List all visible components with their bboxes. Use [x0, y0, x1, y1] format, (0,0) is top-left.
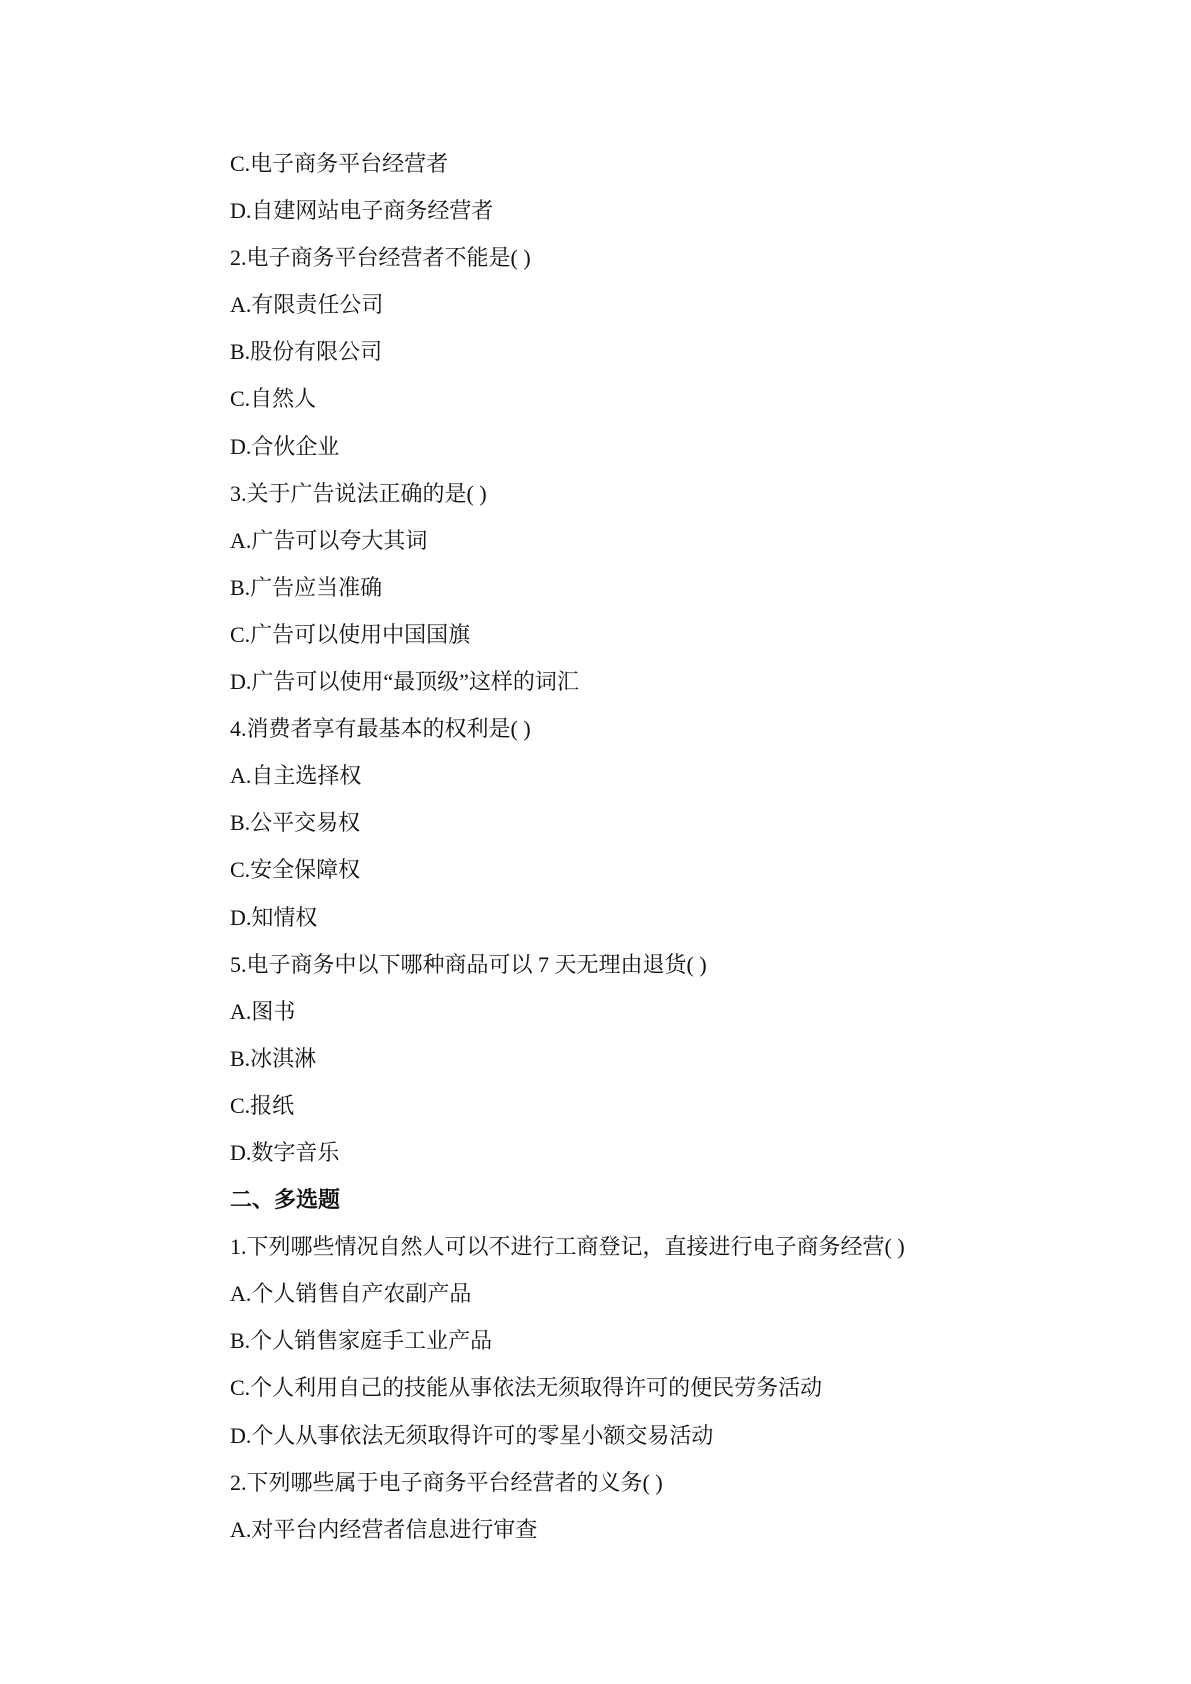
option-line: A.自主选择权	[230, 763, 362, 789]
option-line: C.个人利用自己的技能从事依法无须取得许可的便民劳务活动	[230, 1375, 823, 1401]
option-line: C.自然人	[230, 386, 317, 412]
option-line: A.广告可以夸大其词	[230, 527, 428, 553]
option-line: D.广告可以使用“最顶级”这样的词汇	[230, 669, 579, 695]
option-line: C.电子商务平台经营者	[230, 151, 449, 176]
option-line: D.合伙企业	[230, 433, 340, 459]
option-line: C.报纸	[230, 1092, 295, 1118]
option-line: B.股份有限公司	[230, 339, 383, 365]
question-line: 4.消费者享有最基本的权利是( )	[230, 716, 531, 742]
option-line: B.个人销售家庭手工业产品	[230, 1328, 493, 1354]
option-line: C.广告可以使用中国国旗	[230, 621, 471, 647]
option-line: D.自建网站电子商务经营者	[230, 198, 494, 224]
option-line: A.对平台内经营者信息进行审查	[230, 1516, 538, 1542]
option-line: A.有限责任公司	[230, 292, 384, 318]
option-line: A.图书	[230, 998, 296, 1024]
question-line: 5.电子商务中以下哪种商品可以 7 天无理由退货( )	[230, 951, 707, 977]
option-line: D.个人从事依法无须取得许可的零星小额交易活动	[230, 1422, 714, 1448]
option-line: D.数字音乐	[230, 1139, 340, 1165]
document-body	[230, 140, 1130, 1553]
option-line: A.个人销售自产农副产品	[230, 1281, 472, 1307]
section-heading: 二、多选题	[230, 1187, 341, 1213]
option-line: B.广告应当准确	[230, 574, 383, 600]
question-line: 1.下列哪些情况自然人可以不进行工商登记，直接进行电子商务经营( )	[230, 1234, 905, 1260]
question-line: 3.关于广告说法正确的是( )	[230, 480, 487, 506]
question-line: 2.电子商务平台经营者不能是( )	[230, 245, 531, 271]
option-line: B.冰淇淋	[230, 1045, 317, 1071]
option-line: D.知情权	[230, 904, 318, 930]
option-line: C.安全保障权	[230, 857, 361, 883]
question-line: 2.下列哪些属于电子商务平台经营者的义务( )	[230, 1469, 663, 1495]
option-line: B.公平交易权	[230, 810, 361, 836]
